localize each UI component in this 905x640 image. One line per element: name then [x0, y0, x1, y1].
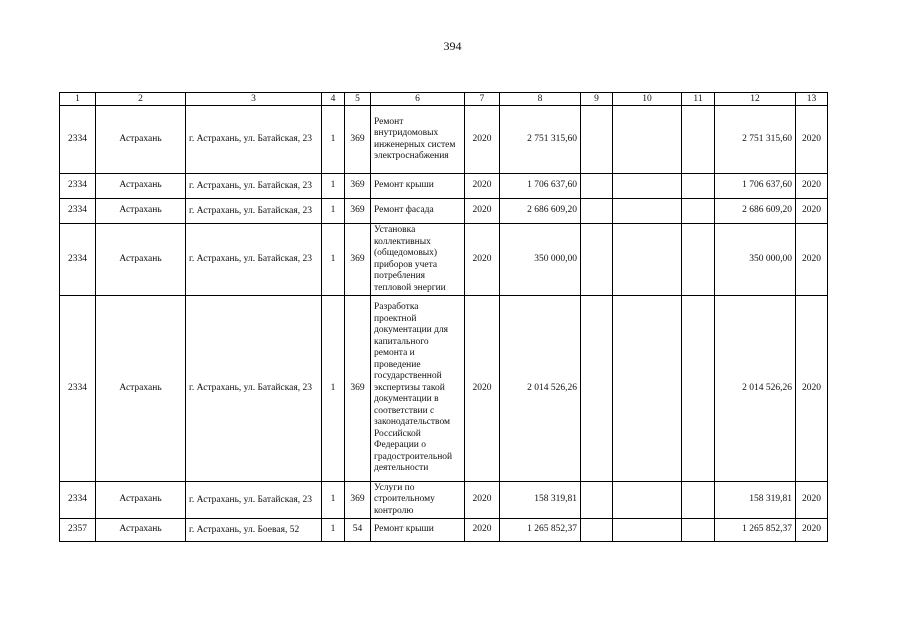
col-header: 4 — [322, 93, 345, 106]
building-number-cell: 369 — [345, 296, 371, 482]
col-9-value-cell — [581, 174, 613, 199]
repair-program-table — [59, 92, 828, 542]
funding-amount-cell: 1 706 637,60 — [715, 174, 796, 199]
funding-amount-cell: 1 265 852,37 — [715, 519, 796, 542]
col-9-value-cell — [581, 519, 613, 542]
address-cell: г. Астрахань, ул. Батайская, 23 — [186, 224, 322, 296]
completion-year-cell: 2020 — [465, 296, 500, 482]
col-header: 2 — [96, 93, 186, 106]
planned-year-cell: 2020 — [796, 519, 828, 542]
municipality-cell: Астрахань — [96, 296, 186, 482]
col-10-value-cell — [613, 106, 682, 174]
registry-number-cell: 2334 — [60, 106, 96, 174]
registry-number-cell: 2334 — [60, 199, 96, 224]
work-type-cell: Ремонт внутридомовых инженерных систем электроснабжения — [371, 106, 465, 174]
col-9-value-cell — [581, 482, 613, 519]
work-type-cell: Ремонт крыши — [371, 174, 465, 199]
building-count-cell: 1 — [322, 224, 345, 296]
table-row — [60, 296, 828, 482]
funding-amount-cell: 2 686 609,20 — [715, 199, 796, 224]
building-number-cell: 369 — [345, 224, 371, 296]
col-header: 1 — [60, 93, 96, 106]
planned-year-cell: 2020 — [796, 174, 828, 199]
municipality-cell: Астрахань — [96, 199, 186, 224]
col-header: 13 — [796, 93, 828, 106]
building-count-cell: 1 — [322, 482, 345, 519]
col-10-value-cell — [613, 296, 682, 482]
total-cost-cell: 2 751 315,60 — [500, 106, 581, 174]
col-9-value-cell — [581, 199, 613, 224]
planned-year-cell: 2020 — [796, 482, 828, 519]
col-10-value-cell — [613, 199, 682, 224]
building-count-cell: 1 — [322, 199, 345, 224]
planned-year-cell: 2020 — [796, 106, 828, 174]
col-header: 5 — [345, 93, 371, 106]
total-cost-cell: 1 265 852,37 — [500, 519, 581, 542]
registry-number-cell: 2334 — [60, 296, 96, 482]
completion-year-cell: 2020 — [465, 199, 500, 224]
municipality-cell: Астрахань — [96, 482, 186, 519]
col-header: 9 — [581, 93, 613, 106]
address-cell: г. Астрахань, ул. Боевая, 52 — [186, 519, 322, 542]
funding-amount-cell: 2 014 526,26 — [715, 296, 796, 482]
building-count-cell: 1 — [322, 106, 345, 174]
work-type-cell: Ремонт крыши — [371, 519, 465, 542]
building-number-cell: 369 — [345, 174, 371, 199]
col-10-value-cell — [613, 174, 682, 199]
col-header: 8 — [500, 93, 581, 106]
col-11-value-cell — [682, 482, 715, 519]
municipality-cell: Астрахань — [96, 174, 186, 199]
planned-year-cell: 2020 — [796, 224, 828, 296]
building-number-cell: 369 — [345, 106, 371, 174]
col-header: 6 — [371, 93, 465, 106]
municipality-cell: Астрахань — [96, 519, 186, 542]
work-type-cell: Ремонт фасада — [371, 199, 465, 224]
col-11-value-cell — [682, 224, 715, 296]
col-9-value-cell — [581, 224, 613, 296]
completion-year-cell: 2020 — [465, 174, 500, 199]
table-row — [60, 174, 828, 199]
address-cell: г. Астрахань, ул. Батайская, 23 — [186, 174, 322, 199]
funding-amount-cell: 2 751 315,60 — [715, 106, 796, 174]
work-type-cell: Установка коллективных (общедомовых) приборов учета потребления тепловой энергии — [371, 224, 465, 296]
table-row — [60, 199, 828, 224]
address-cell: г. Астрахань, ул. Батайская, 23 — [186, 482, 322, 519]
building-count-cell: 1 — [322, 519, 345, 542]
building-count-cell: 1 — [322, 296, 345, 482]
total-cost-cell: 1 706 637,60 — [500, 174, 581, 199]
col-11-value-cell — [682, 296, 715, 482]
total-cost-cell: 158 319,81 — [500, 482, 581, 519]
table-row — [60, 482, 828, 519]
registry-number-cell: 2357 — [60, 519, 96, 542]
completion-year-cell: 2020 — [465, 482, 500, 519]
municipality-cell: Астрахань — [96, 106, 186, 174]
building-number-cell: 369 — [345, 199, 371, 224]
col-9-value-cell — [581, 106, 613, 174]
total-cost-cell: 2 014 526,26 — [500, 296, 581, 482]
col-10-value-cell — [613, 224, 682, 296]
planned-year-cell: 2020 — [796, 199, 828, 224]
col-9-value-cell — [581, 296, 613, 482]
col-11-value-cell — [682, 199, 715, 224]
completion-year-cell: 2020 — [465, 106, 500, 174]
completion-year-cell: 2020 — [465, 224, 500, 296]
col-11-value-cell — [682, 174, 715, 199]
col-10-value-cell — [613, 519, 682, 542]
completion-year-cell: 2020 — [465, 519, 500, 542]
registry-number-cell: 2334 — [60, 482, 96, 519]
col-11-value-cell — [682, 519, 715, 542]
page-number: 394 — [443, 39, 462, 53]
col-header: 10 — [613, 93, 682, 106]
address-cell: г. Астрахань, ул. Батайская, 23 — [186, 296, 322, 482]
column-number-row — [60, 93, 828, 106]
col-header: 7 — [465, 93, 500, 106]
funding-amount-cell: 350 000,00 — [715, 224, 796, 296]
work-type-cell: Услуги по строительному контролю — [371, 482, 465, 519]
registry-number-cell: 2334 — [60, 174, 96, 199]
registry-number-cell: 2334 — [60, 224, 96, 296]
table-row — [60, 224, 828, 296]
col-header: 11 — [682, 93, 715, 106]
work-type-cell: Разработка проектной документации для капитального ремонта и проведение государственной экспертизы такой документации в соответствии с законодательством Российской Федерации о градостроительной деятельности — [371, 296, 465, 482]
col-header: 3 — [186, 93, 322, 106]
municipality-cell: Астрахань — [96, 224, 186, 296]
building-count-cell: 1 — [322, 174, 345, 199]
col-11-value-cell — [682, 106, 715, 174]
planned-year-cell: 2020 — [796, 296, 828, 482]
building-number-cell: 369 — [345, 482, 371, 519]
table-row — [60, 106, 828, 174]
address-cell: г. Астрахань, ул. Батайская, 23 — [186, 199, 322, 224]
funding-amount-cell: 158 319,81 — [715, 482, 796, 519]
address-cell: г. Астрахань, ул. Батайская, 23 — [186, 106, 322, 174]
total-cost-cell: 2 686 609,20 — [500, 199, 581, 224]
building-number-cell: 54 — [345, 519, 371, 542]
col-10-value-cell — [613, 482, 682, 519]
table-row — [60, 519, 828, 542]
total-cost-cell: 350 000,00 — [500, 224, 581, 296]
col-header: 12 — [715, 93, 796, 106]
